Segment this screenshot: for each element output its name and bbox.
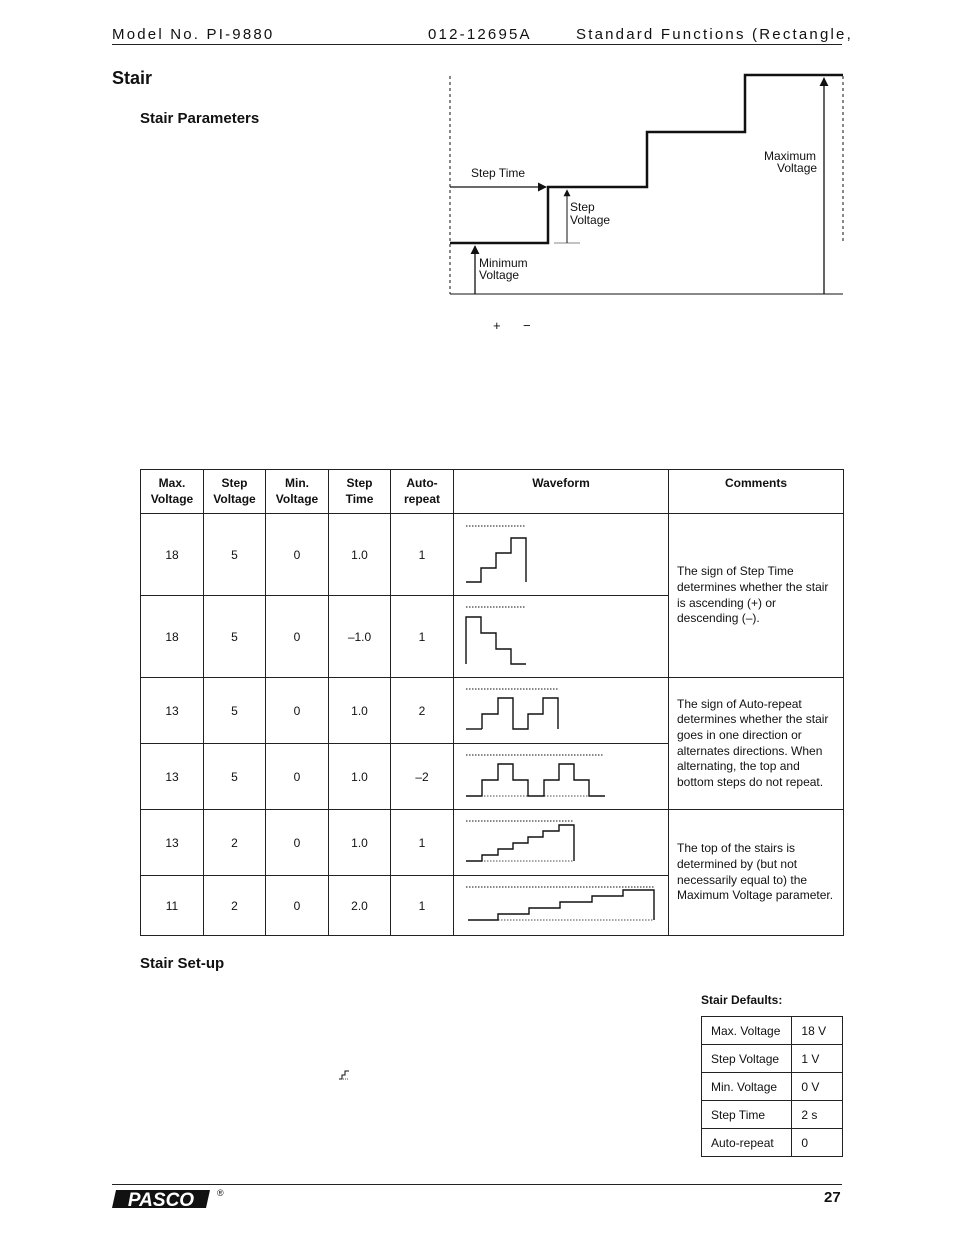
cell-auto-repeat: 1 [391, 876, 454, 936]
default-label: Step Time [702, 1101, 792, 1129]
cell-max-voltage: 13 [141, 678, 204, 744]
defaults-table [701, 1016, 843, 1157]
cell-waveform [454, 810, 669, 876]
table-row [702, 1101, 843, 1129]
waveform-small-steps [454, 811, 668, 875]
defaults-title: Stair Defaults: [701, 993, 783, 1007]
minus-sign: − [523, 318, 531, 333]
default-label: Auto-repeat [702, 1129, 792, 1157]
col-comments: Comments [669, 470, 844, 514]
default-label: Max. Voltage [702, 1017, 792, 1045]
brand-text: PASCO [127, 1190, 195, 1211]
plus-sign: + [493, 318, 501, 333]
pasco-logo [112, 1187, 214, 1211]
page-number: 27 [824, 1189, 841, 1206]
waveform-repeat [454, 679, 668, 743]
table-row [702, 1045, 843, 1073]
col-min-voltage: Min. Voltage [266, 470, 329, 514]
cell-step-voltage: 5 [204, 744, 266, 810]
cell-min-voltage: 0 [266, 744, 329, 810]
label-max-voltage-line2: Voltage [777, 161, 818, 175]
cell-waveform [454, 596, 669, 678]
default-value: 1 V [792, 1045, 843, 1073]
cell-step-time: 1.0 [329, 810, 391, 876]
table-row [141, 514, 844, 596]
registered-mark: ® [217, 1188, 224, 1198]
table-row [702, 1129, 843, 1157]
cell-step-voltage: 5 [204, 678, 266, 744]
col-auto-repeat: Auto- repeat [391, 470, 454, 514]
setup-heading: Stair Set-up [140, 955, 225, 972]
default-label: Min. Voltage [702, 1073, 792, 1101]
label-max-voltage-line1: Maximum [764, 149, 817, 163]
header-rule [112, 44, 842, 45]
header-model: Model No. PI-9880 [112, 26, 275, 43]
table-row [141, 810, 844, 876]
label-step-voltage-line2: Voltage [570, 213, 611, 227]
col-waveform: Waveform [454, 470, 669, 514]
waveform-alternating [454, 745, 668, 809]
comment-top-of-stairs: The top of the stairs is determined by (but not necessarily equal to) the Maximum Voltage parameter. [669, 810, 844, 936]
default-label: Step Voltage [702, 1045, 792, 1073]
cell-auto-repeat: 1 [391, 810, 454, 876]
default-value: 0 [792, 1129, 843, 1157]
header-part-number: 012-12695A [428, 26, 532, 43]
cell-auto-repeat: –2 [391, 744, 454, 810]
cell-min-voltage: 0 [266, 678, 329, 744]
parameters-heading: Stair Parameters [140, 110, 260, 127]
cell-waveform [454, 514, 669, 596]
section-title: Stair [112, 68, 153, 88]
cell-waveform [454, 744, 669, 810]
cell-step-voltage: 5 [204, 596, 266, 678]
cell-auto-repeat: 1 [391, 514, 454, 596]
cell-step-time: 1.0 [329, 744, 391, 810]
stair-icon [338, 1068, 350, 1080]
table-row [702, 1017, 843, 1045]
comment-auto-repeat-sign: The sign of Auto-repeat determines whether the stair goes in one direction or alternates directions. When alternating, the top and bottom steps do not repeat. [669, 678, 844, 810]
label-step-time: Step Time [471, 166, 526, 180]
header-section: Standard Functions (Rectangle, [576, 26, 853, 43]
table-row [702, 1073, 843, 1101]
label-min-voltage-line2: Voltage [479, 268, 520, 282]
cell-auto-repeat: 1 [391, 596, 454, 678]
waveform-long-steps [454, 877, 668, 935]
comment-step-time-sign: The sign of Step Time determines whether the stair is ascending (+) or descending (–). [669, 514, 844, 678]
col-step-time: Step Time [329, 470, 391, 514]
cell-step-voltage: 2 [204, 810, 266, 876]
cell-step-time: 1.0 [329, 514, 391, 596]
table-row [141, 678, 844, 744]
cell-step-voltage: 2 [204, 876, 266, 936]
cell-max-voltage: 18 [141, 596, 204, 678]
cell-waveform [454, 876, 669, 936]
cell-step-voltage: 5 [204, 514, 266, 596]
label-step-voltage-line1: Step [570, 200, 595, 214]
label-min-voltage-line1: Minimum [479, 256, 528, 270]
col-step-voltage: Step Voltage [204, 470, 266, 514]
stair-examples-table [140, 469, 844, 936]
cell-min-voltage: 0 [266, 876, 329, 936]
waveform-descending [454, 597, 668, 677]
cell-max-voltage: 13 [141, 744, 204, 810]
default-value: 18 V [792, 1017, 843, 1045]
cell-waveform [454, 678, 669, 744]
footer-rule [112, 1184, 842, 1185]
cell-auto-repeat: 2 [391, 678, 454, 744]
cell-max-voltage: 18 [141, 514, 204, 596]
cell-max-voltage: 13 [141, 810, 204, 876]
waveform-ascending [454, 515, 668, 595]
cell-max-voltage: 11 [141, 876, 204, 936]
default-value: 2 s [792, 1101, 843, 1129]
cell-min-voltage: 0 [266, 810, 329, 876]
default-value: 0 V [792, 1073, 843, 1101]
cell-step-time: –1.0 [329, 596, 391, 678]
cell-min-voltage: 0 [266, 514, 329, 596]
table-header-row [141, 470, 844, 514]
cell-min-voltage: 0 [266, 596, 329, 678]
col-max-voltage: Max. Voltage [141, 470, 204, 514]
cell-step-time: 2.0 [329, 876, 391, 936]
cell-step-time: 1.0 [329, 678, 391, 744]
